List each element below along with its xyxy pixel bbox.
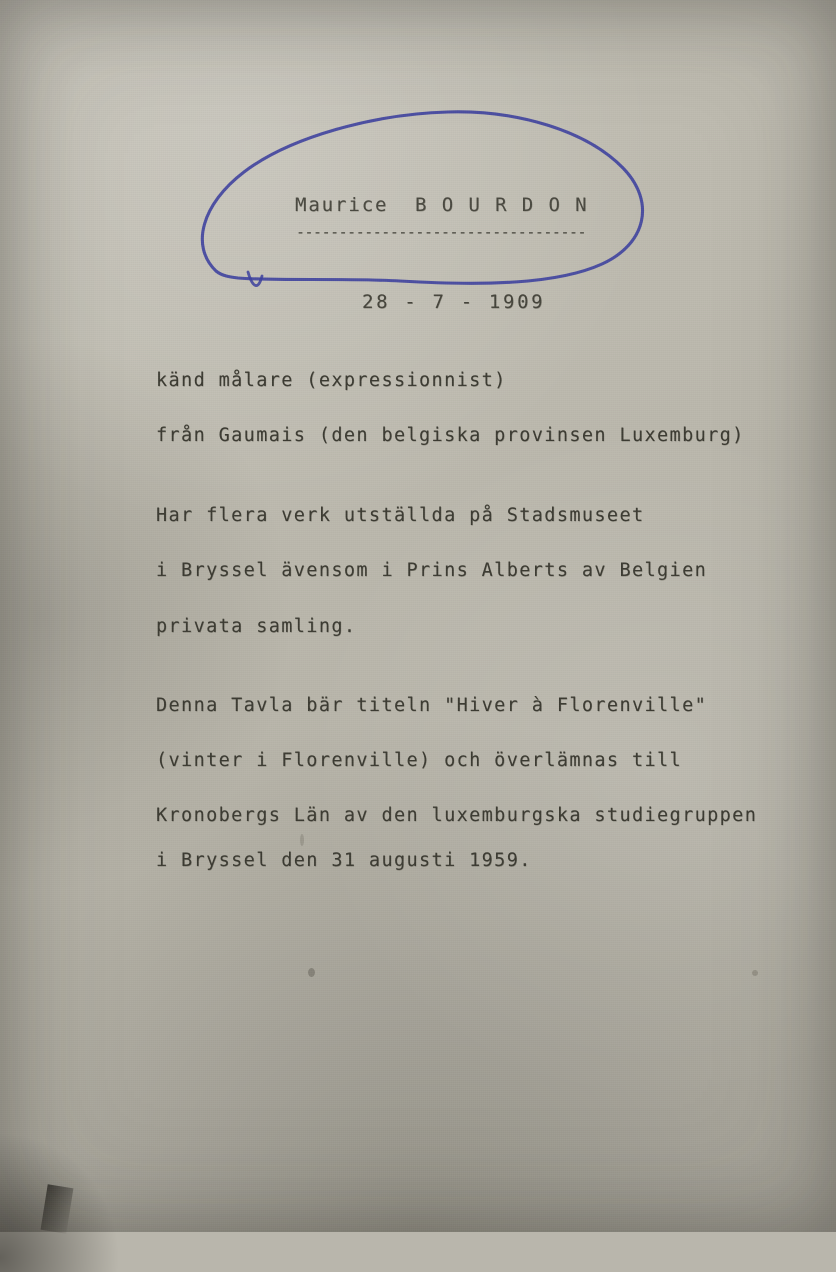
paper-blemish bbox=[300, 834, 304, 846]
paragraph-3-line-3: Kronobergs Län av den luxemburgska studiegruppen bbox=[156, 805, 758, 826]
paragraph-3-line-1: Denna Tavla bär titeln "Hiver à Florenville" bbox=[156, 695, 708, 716]
paragraph-3-line-2: (vinter i Florenville) och överlämnas till bbox=[156, 750, 683, 771]
paragraph-2-line-2: i Bryssel ävensom i Prins Alberts av Belgien bbox=[156, 560, 708, 581]
title-underline-rule: ---------------------------------- bbox=[296, 223, 587, 241]
paragraph-1-line-2: från Gaumais (den belgiska provinsen Luxemburg) bbox=[156, 425, 745, 446]
paragraph-3-line-4: i Bryssel den 31 augusti 1959. bbox=[156, 850, 532, 871]
paper-blemish bbox=[308, 968, 315, 977]
birth-date: 28 - 7 - 1909 bbox=[362, 291, 546, 313]
page-corner-shadow bbox=[0, 1132, 120, 1272]
paragraph-2-line-1: Har flera verk utställda på Stadsmuseet bbox=[156, 505, 645, 526]
paragraph-1-line-1: känd målare (expressionnist) bbox=[156, 370, 507, 391]
page-corner-fold bbox=[41, 1184, 74, 1234]
document-title: Maurice B O U R D O N bbox=[295, 194, 589, 216]
paragraph-2-line-3: privata samling. bbox=[156, 616, 357, 637]
paper-blemish bbox=[752, 970, 758, 976]
